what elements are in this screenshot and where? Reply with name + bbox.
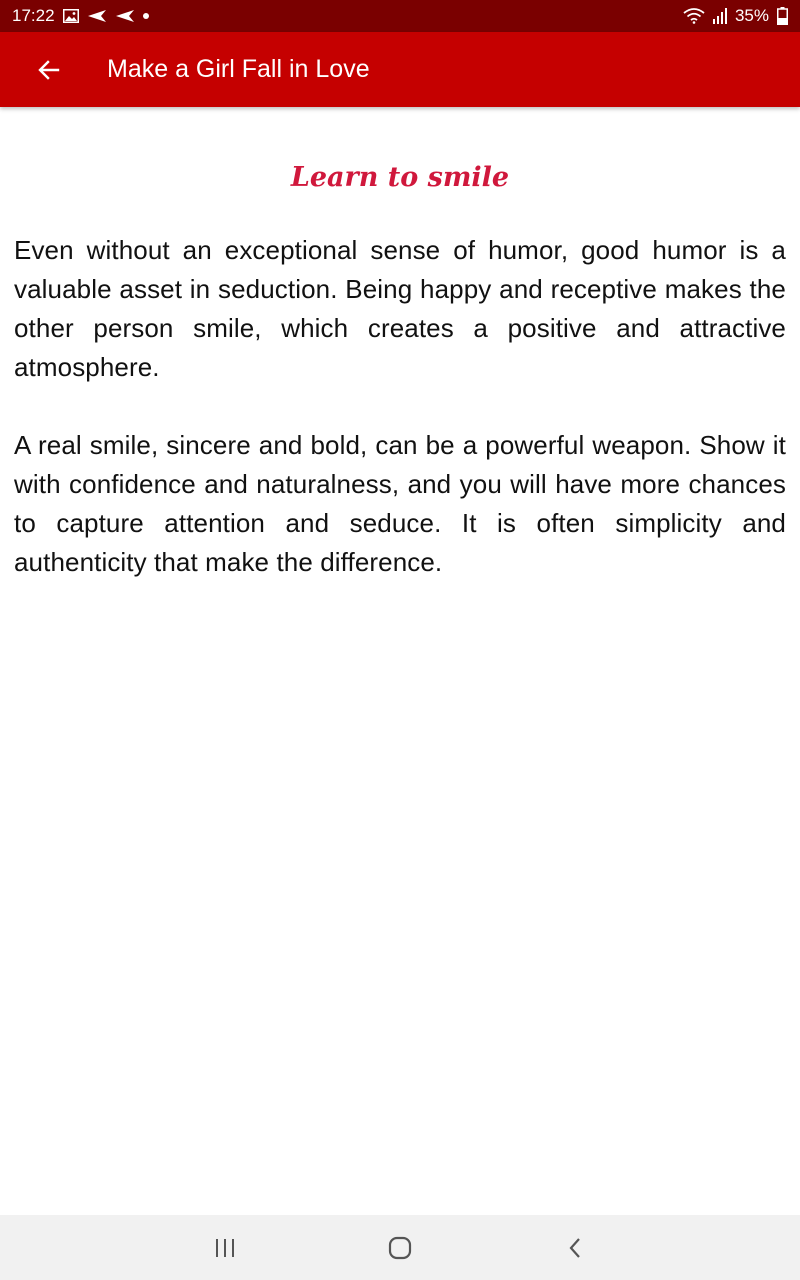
status-bar xyxy=(0,0,800,32)
status-right xyxy=(683,6,788,26)
article-content xyxy=(0,107,800,1215)
recents-icon xyxy=(214,1238,236,1258)
home-button[interactable] xyxy=(350,1215,450,1280)
home-icon xyxy=(388,1236,412,1260)
navigation-bar xyxy=(0,1215,800,1280)
status-left xyxy=(12,6,149,26)
wifi-icon xyxy=(683,8,705,24)
paragraph-1: Even without an exceptional sense of humor, good humor is a valuable asset in seduction. Being happy and receptive makes the other person smile, which creates a positive and attractive atmosphere. xyxy=(14,235,786,382)
send-icon xyxy=(115,9,135,23)
back-icon xyxy=(567,1236,583,1260)
section-heading: Learn to smile xyxy=(290,162,510,193)
signal-icon xyxy=(713,8,727,24)
app-bar xyxy=(0,32,800,107)
dot-icon xyxy=(143,13,149,19)
send-icon xyxy=(87,9,107,23)
image-icon xyxy=(63,9,79,23)
recents-button[interactable] xyxy=(175,1215,275,1280)
back-button[interactable] xyxy=(19,40,79,100)
nav-back-button[interactable] xyxy=(525,1215,625,1280)
app-title: Make a Girl Fall in Love xyxy=(107,55,370,83)
battery-icon xyxy=(777,7,788,25)
arrow-left-icon xyxy=(37,58,61,82)
battery-percentage: 35% xyxy=(734,6,769,25)
clock: 17:22 xyxy=(12,6,55,25)
paragraph-2: A real smile, sincere and bold, can be a powerful weapon. Show it with confidence and naturalness, and you will have more chances to capture attention and seduce. It is often simplicity and authenticity that make the difference. xyxy=(14,430,786,577)
